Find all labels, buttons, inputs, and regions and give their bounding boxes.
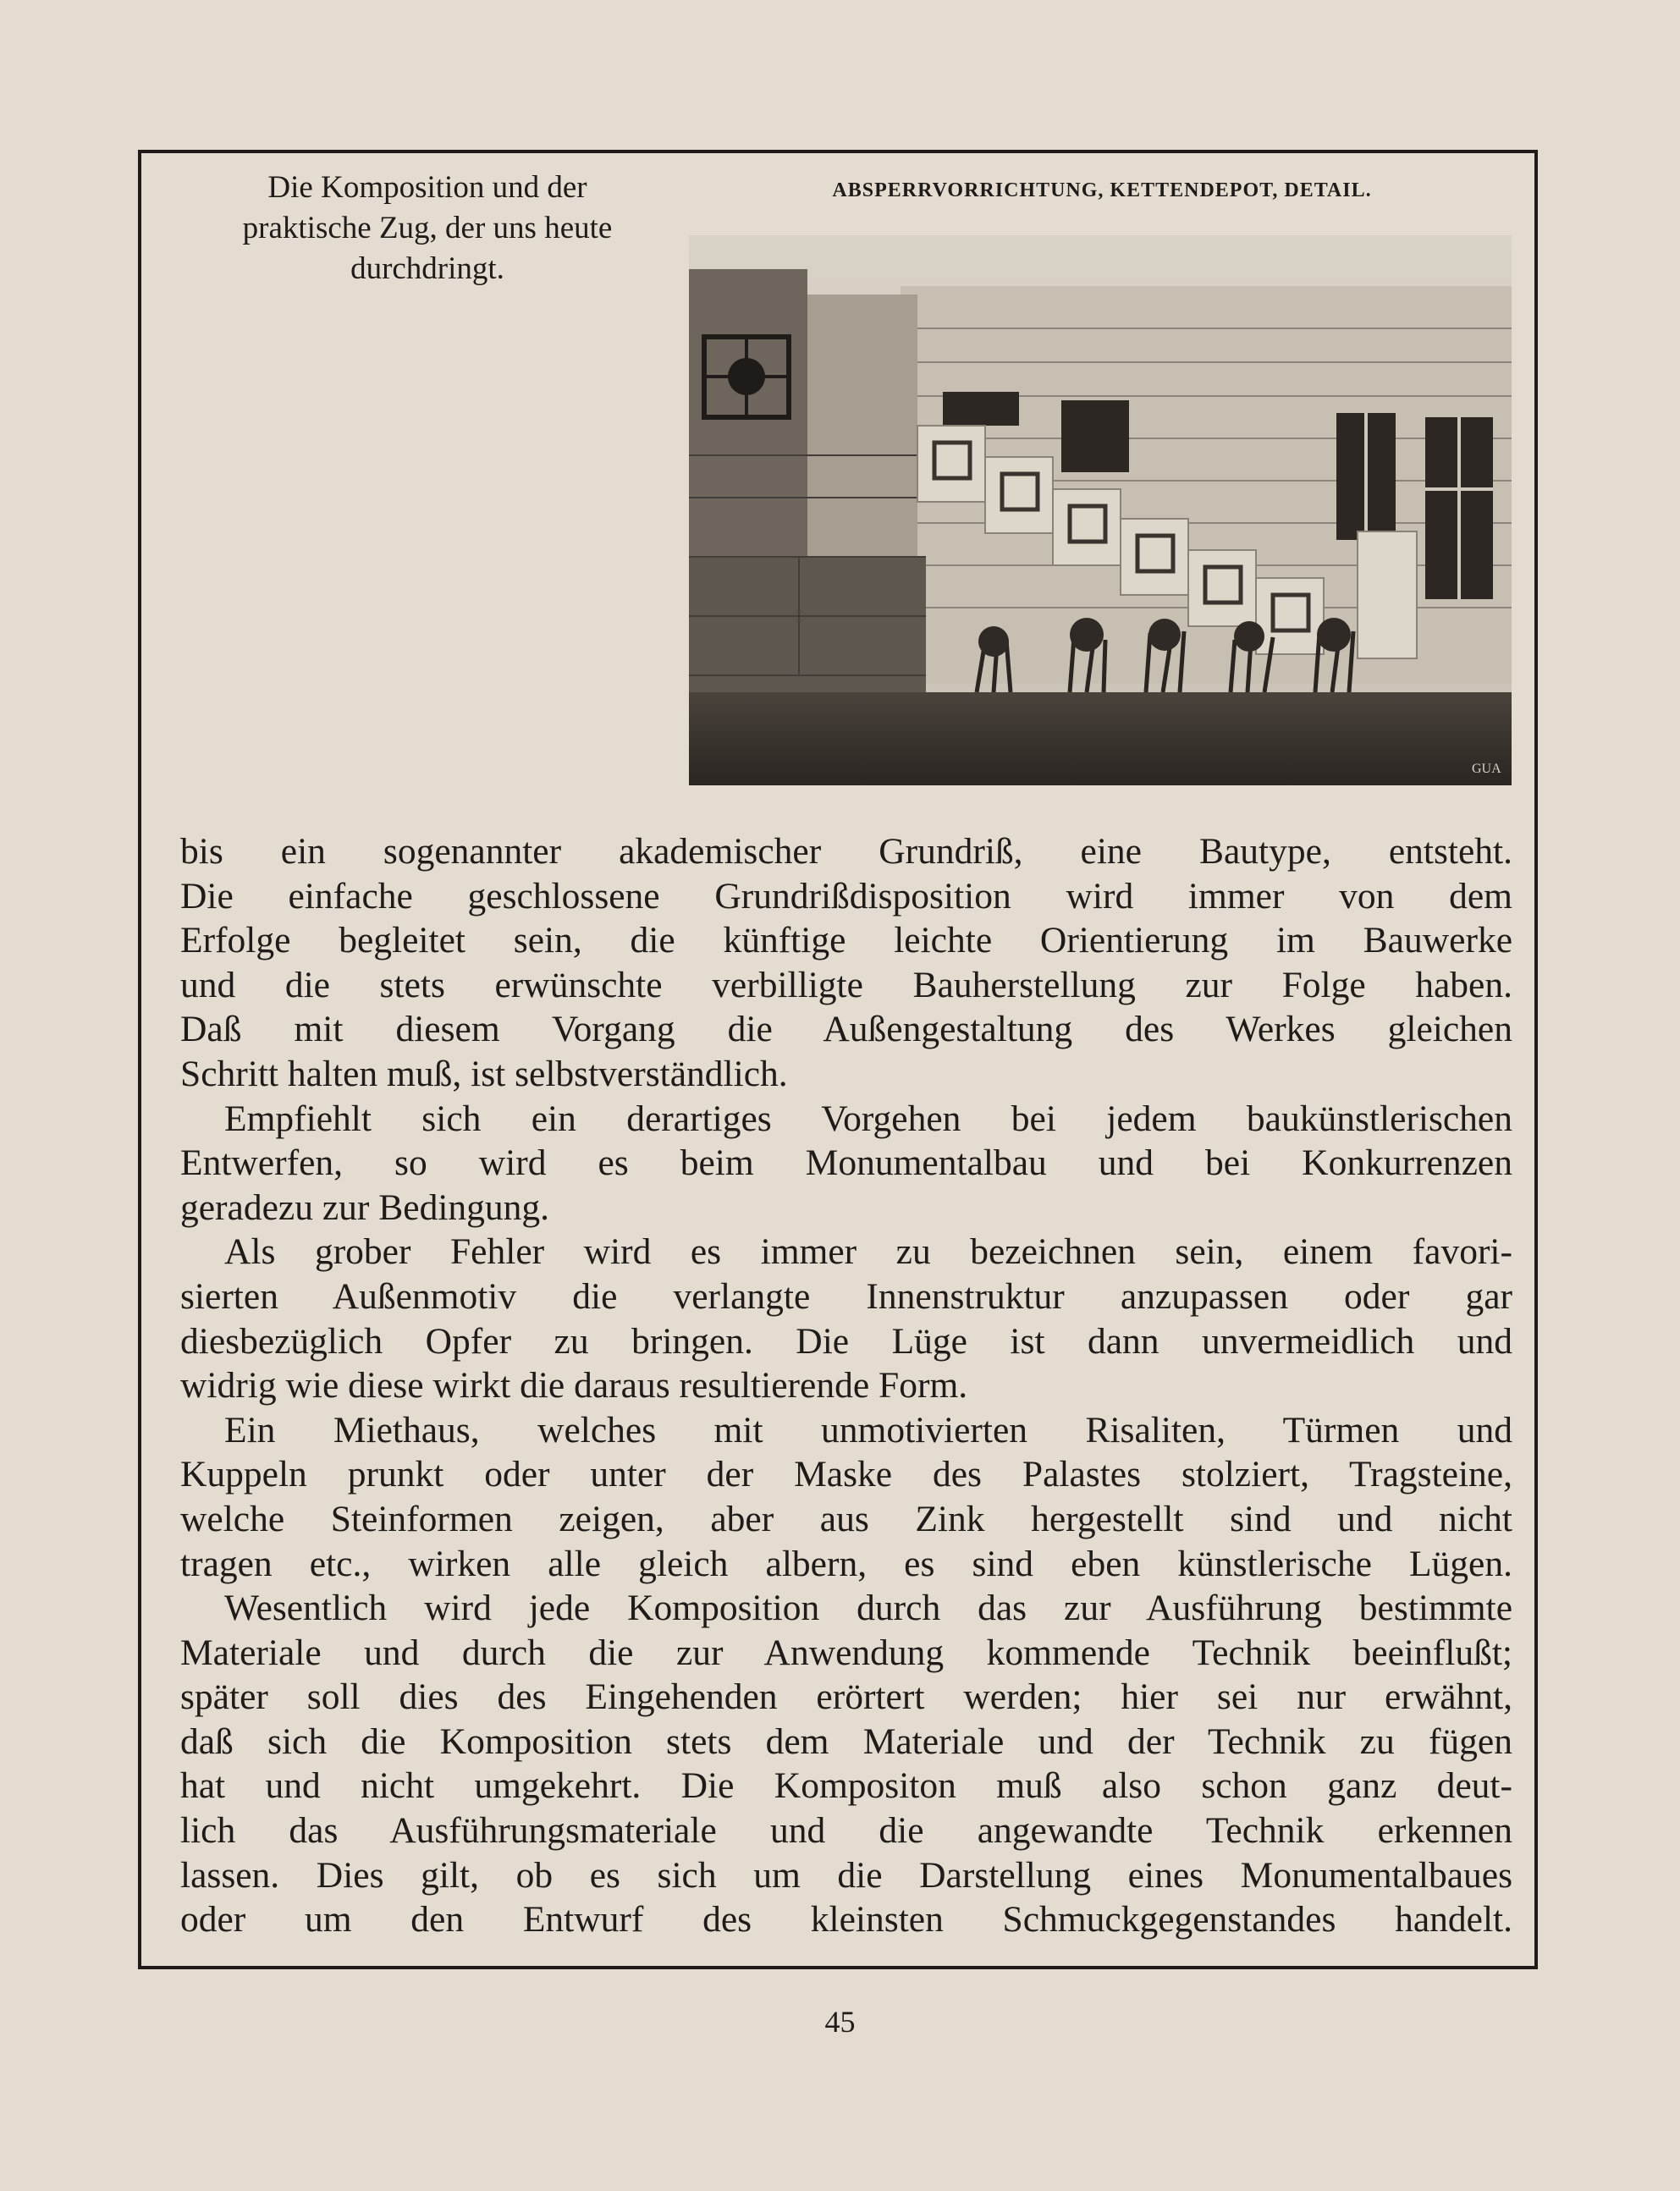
side-caption-line: praktische Zug, der uns heute: [242, 211, 613, 245]
text-line: Ein Miethaus, welches mit unmotivierten Risaliten, Türmen und: [224, 1409, 1512, 1451]
text-line: geradezu zur Bedingung.: [180, 1186, 550, 1228]
paragraph: [180, 1097, 1512, 1230]
text-line: Wesentlich wird jede Komposition durch das zur Ausführung bestimmte: [224, 1588, 1512, 1629]
text-line: lich das Ausführungsmateriale und die angewandte Technik erkennen: [180, 1810, 1512, 1852]
paragraph: [180, 829, 1512, 1097]
text-line: später soll dies des Eingehenden erörtert werden; hier sei nur erwähnt,: [180, 1676, 1512, 1718]
text-line: welche Steinformen zeigen, aber aus Zink hergestellt sind und nicht: [180, 1498, 1512, 1539]
text-line: tragen etc., wirken alle gleich albern, es sind eben künstlerische Lügen.: [180, 1543, 1512, 1584]
architectural-photo: [689, 235, 1512, 785]
text-line: oder um den Entwurf des kleinsten Schmuckgegenstandes handelt.: [180, 1899, 1512, 1941]
text-line: widrig wie diese wirkt die daraus resultierende Form.: [180, 1365, 968, 1407]
text-line: hat und nicht umgekehrt. Die Kompositon muß also schon ganz deut-: [180, 1765, 1512, 1807]
text-line: Daß mit diesem Vorgang die Außengestaltung des Werkes gleichen: [180, 1009, 1512, 1050]
page-number: 45: [824, 2005, 856, 2039]
photo-signature: GUA: [1472, 762, 1501, 776]
text-line: Kuppeln prunkt oder unter der Maske des Palastes stolziert, Tragsteine,: [180, 1454, 1512, 1495]
text-line: diesbezüglich Opfer zu bringen. Die Lüge ist dann unvermeidlich und: [180, 1320, 1512, 1362]
text-line: bis ein sogenannter akademischer Grundriß, eine Bautype, entsteht.: [180, 831, 1512, 872]
text-line: Schritt halten muß, ist selbstverständlich.: [180, 1053, 788, 1094]
text-line: Empfiehlt sich ein derartiges Vorgehen bei jedem baukünstlerischen: [224, 1098, 1512, 1139]
paragraph: [180, 1230, 1512, 1407]
text-line: Entwerfen, so wird es beim Monumentalbau und bei Konkurrenzen: [180, 1142, 1512, 1184]
body-text: [180, 829, 1512, 1942]
photo-illustration: [689, 235, 1512, 785]
side-caption-line: durchdringt.: [350, 251, 504, 286]
side-caption: [178, 168, 677, 289]
photo-title: ABSPERRVORRICHTUNG, KETTENDEPOT, DETAIL.: [832, 179, 1372, 201]
paragraph: [180, 1408, 1512, 1586]
text-line: sierten Außenmotiv die verlangte Innenstruktur anzupassen oder gar: [180, 1275, 1512, 1317]
text-line: und die stets erwünschte verbilligte Bauherstellung zur Folge haben.: [180, 964, 1512, 1005]
text-line: Als grober Fehler wird es immer zu bezeichnen sein, einem favori-: [224, 1231, 1512, 1273]
text-line: Erfolge begleitet sein, die künftige leichte Orientierung im Bauwerke: [180, 920, 1512, 961]
text-line: Die einfache geschlossene Grundrißdisposition wird immer von dem: [180, 875, 1512, 917]
paragraph: [180, 1586, 1512, 1942]
text-line: Materiale und durch die zur Anwendung kommende Technik beeinflußt;: [180, 1632, 1512, 1673]
text-line: lassen. Dies gilt, ob es sich um die Darstellung eines Monumentalbaues: [180, 1854, 1512, 1896]
side-caption-line: Die Komposition und der: [267, 170, 587, 205]
text-line: daß sich die Komposition stets dem Materiale und der Technik zu fügen: [180, 1720, 1512, 1762]
